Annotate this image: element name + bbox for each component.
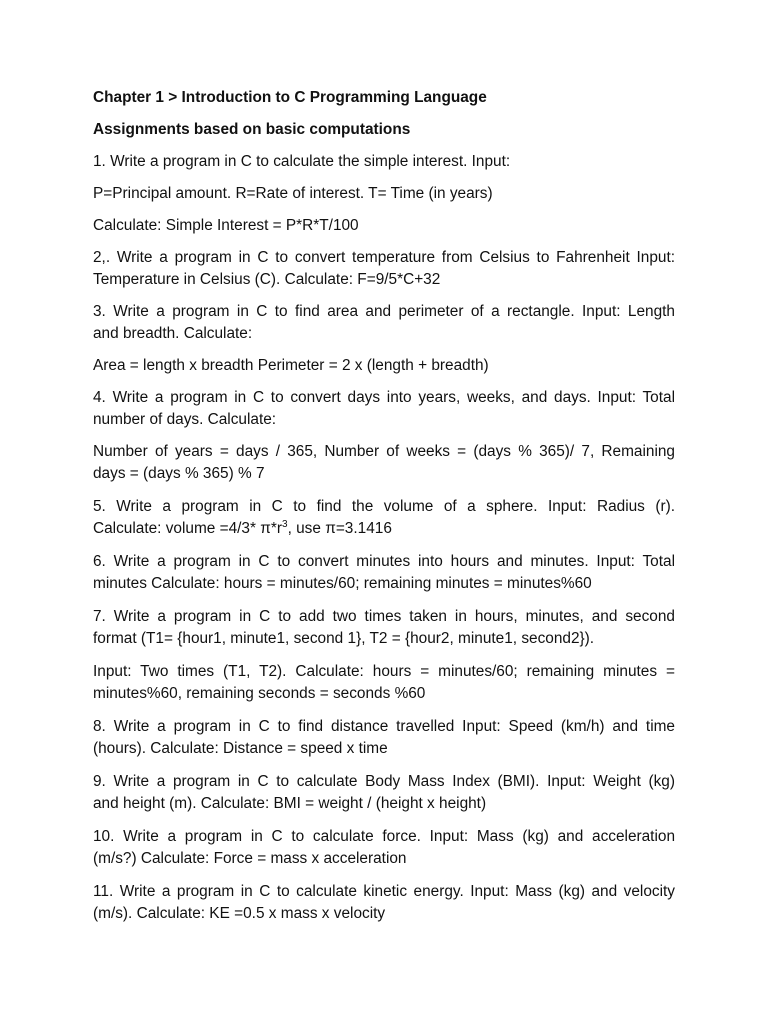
assignment-line: Number of years = days / 365, Number of weeks = (days % 365)/ 7, Remaining (93, 443, 675, 460)
assignment-paragraph (93, 551, 675, 595)
assignment-line: 3. Write a program in C to find area and perimeter of a rectangle. Input: Length (93, 303, 675, 320)
assignment-line: P=Principal amount. R=Rate of interest. T= Time (in years) (93, 185, 493, 202)
assignment-line: Calculate: Simple Interest = P*R*T/100 (93, 217, 359, 234)
assignment-paragraph (93, 151, 675, 173)
assignment-paragraph (93, 301, 675, 345)
assignment-line: and height (m). Calculate: BMI = weight / (height x height) (93, 795, 487, 812)
chapter-title: Chapter 1 > Introduction to C Programming Language (93, 89, 487, 106)
assignment-paragraph (93, 771, 675, 815)
assignment-line: 1. Write a program in C to calculate the simple interest. Input: (93, 153, 511, 170)
assignment-line: Input: Two times (T1, T2). Calculate: hours = minutes/60; remaining minutes = (93, 663, 675, 680)
assignment-paragraph (93, 826, 675, 870)
assignment-line: 7. Write a program in C to add two times taken in hours, minutes, and second (93, 608, 675, 625)
assignment-line: (hours). Calculate: Distance = speed x time (93, 740, 388, 757)
assignment-line: minutes Calculate: hours = minutes/60; remaining minutes = minutes%60 (93, 575, 592, 592)
assignment-paragraph (93, 606, 675, 650)
assignment-line: Area = length x breadth Perimeter = 2 x (length + breadth) (93, 357, 489, 374)
assignment-line: and breadth. Calculate: (93, 325, 253, 342)
assignment-paragraph (93, 716, 675, 760)
assignment-line: 9. Write a program in C to calculate Body Mass Index (BMI). Input: Weight (kg) (93, 773, 675, 790)
assignment-line: Temperature in Celsius (C). Calculate: F=9/5*C+32 (93, 271, 441, 288)
assignment-line: (m/s?) Calculate: Force = mass x acceleration (93, 850, 407, 867)
assignment-line: days = (days % 365) % 7 (93, 465, 265, 482)
assignment-paragraph (93, 496, 675, 540)
assignment-line: (m/s). Calculate: KE =0.5 x mass x velocity (93, 905, 386, 922)
assignment-line: 2,. Write a program in C to convert temperature from Celsius to Fahrenheit Input: (93, 249, 675, 266)
assignment-line: 8. Write a program in C to find distance travelled Input: Speed (km/h) and time (93, 718, 675, 735)
assignment-line: number of days. Calculate: (93, 411, 277, 428)
assignment-line: minutes%60, remaining seconds = seconds %60 (93, 685, 426, 702)
assignment-line: 6. Write a program in C to convert minutes into hours and minutes. Input: Total (93, 553, 675, 570)
assignment-line: format (T1= {hour1, minute1, second 1}, T2 = {hour2, minute1, second2}). (93, 630, 595, 647)
document-page (93, 87, 675, 936)
assignment-line: 5. Write a program in C to find the volume of a sphere. Input: Radius (r). (93, 498, 675, 515)
assignment-paragraph (93, 387, 675, 431)
assignment-line: 11. Write a program in C to calculate kinetic energy. Input: Mass (kg) and velocity (93, 883, 675, 900)
assignment-paragraph (93, 247, 675, 291)
assignment-paragraph (93, 881, 675, 925)
assignment-paragraph (93, 183, 675, 205)
section-title-block (93, 119, 675, 141)
assignment-line: 10. Write a program in C to calculate force. Input: Mass (kg) and acceleration (93, 828, 675, 845)
assignment-paragraph (93, 355, 675, 377)
assignment-list (93, 151, 675, 925)
assignment-paragraph (93, 215, 675, 237)
assignment-paragraph (93, 661, 675, 705)
chapter-title-block (93, 87, 675, 109)
assignment-paragraph (93, 441, 675, 485)
assignment-line: 4. Write a program in C to convert days into years, weeks, and days. Input: Total (93, 389, 675, 406)
section-title: Assignments based on basic computations (93, 121, 411, 138)
assignment-line: Calculate: volume =4/3* $\pi*r^3$, use π=3.1416 (93, 518, 392, 537)
